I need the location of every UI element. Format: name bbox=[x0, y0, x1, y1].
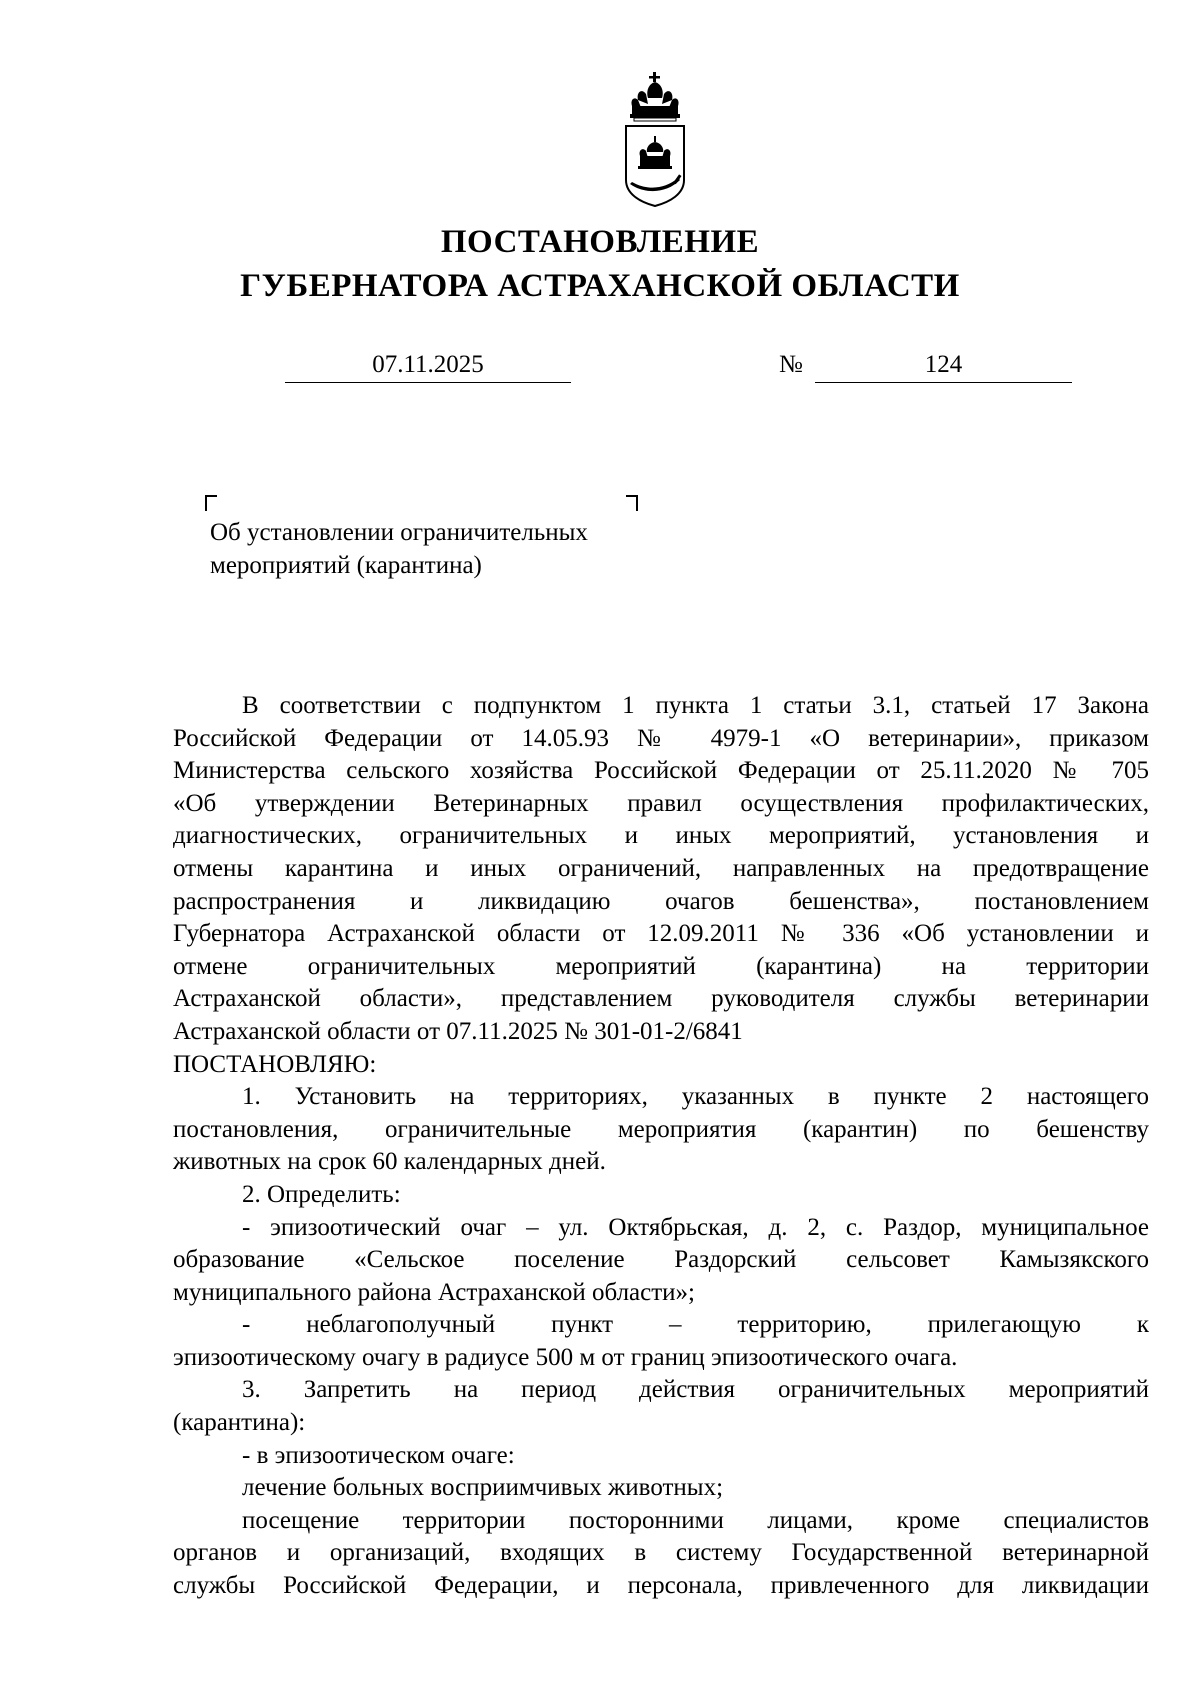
document-number: 124 bbox=[815, 350, 1072, 383]
body-line: органов и организаций, входящих в систему Государственной ветеринарной bbox=[173, 1539, 1149, 1567]
body-line: 3. Запретить на период действия ограничительных мероприятий bbox=[242, 1376, 1149, 1404]
body-line: (карантина): bbox=[173, 1409, 306, 1437]
subject-corner-right bbox=[626, 495, 638, 511]
body-line: лечение больных восприимчивых животных; bbox=[242, 1474, 724, 1502]
decree-word: ПОСТАНОВЛЯЮ: bbox=[173, 1050, 377, 1078]
body-line: муниципального района Астраханской области»; bbox=[173, 1278, 695, 1306]
body-line: образование «Сельское поселение Раздорский сельсовет Камызякского bbox=[173, 1246, 1149, 1274]
document-body bbox=[173, 690, 1149, 1603]
subject-line: Об установлении ограничительных bbox=[210, 519, 588, 546]
body-line: животных на срок 60 календарных дней. bbox=[173, 1148, 606, 1176]
subject-line: мероприятий (карантина) bbox=[210, 552, 482, 579]
subject-corner-left bbox=[205, 495, 217, 511]
body-line: посещение территории посторонними лицами, кроме специалистов bbox=[242, 1506, 1149, 1534]
body-line: отмене ограничительных мероприятий (карантина) на территории bbox=[173, 952, 1149, 980]
number-sign: № bbox=[779, 351, 803, 378]
body-line: отмены карантина и иных ограничений, направленных на предотвращение bbox=[173, 854, 1149, 882]
body-line: «Об утверждении Ветеринарных правил осуществления профилактических, bbox=[173, 789, 1149, 817]
body-line: - эпизоотический очаг – ул. Октябрьская, д. 2, с. Раздор, муниципальное bbox=[242, 1213, 1149, 1241]
body-line: Губернатора Астраханской области от 12.09.2011 № 336 «Об установлении и bbox=[173, 920, 1149, 948]
body-line: Астраханской области», представлением руководителя службы ветеринарии bbox=[173, 985, 1149, 1013]
document-subject bbox=[210, 516, 660, 582]
coat-of-arms-emblem bbox=[618, 70, 692, 210]
body-line: В соответствии с подпунктом 1 пункта 1 статьи 3.1, статьей 17 Закона bbox=[242, 692, 1149, 719]
body-line: диагностических, ограничительных и иных мероприятий, установления и bbox=[173, 822, 1149, 850]
body-line: Российской Федерации от 14.05.93 № 4979-1 «О ветеринарии», приказом bbox=[173, 724, 1149, 752]
body-line: службы Российской Федерации, и персонала, привлеченного для ликвидации bbox=[173, 1572, 1149, 1600]
document-date: 07.11.2025 bbox=[285, 350, 571, 383]
body-line: распространения и ликвидацию очагов бешенства», постановлением bbox=[173, 887, 1149, 915]
body-line: 1. Установить на территориях, указанных в пункте 2 настоящего bbox=[242, 1083, 1149, 1111]
body-line: - неблагополучный пункт – территорию, прилегающую к bbox=[242, 1311, 1149, 1339]
body-line: Астраханской области от 07.11.2025 № 301-01-2/6841 bbox=[173, 1017, 743, 1045]
body-line: Министерства сельского хозяйства Российской Федерации от 25.11.2020 № 705 bbox=[173, 757, 1149, 785]
body-line: постановления, ограничительные мероприятия (карантин) по бешенству bbox=[173, 1115, 1149, 1143]
issuer-title: ГУБЕРНАТОРА АСТРАХАНСКОЙ ОБЛАСТИ bbox=[240, 268, 960, 304]
body-line: эпизоотическому очагу в радиусе 500 м от границ эпизоотического очага. bbox=[173, 1343, 958, 1371]
body-line: - в эпизоотическом очаге: bbox=[242, 1441, 515, 1469]
document-type-title: ПОСТАНОВЛЕНИЕ bbox=[440, 224, 760, 260]
body-line: 2. Определить: bbox=[242, 1180, 401, 1208]
